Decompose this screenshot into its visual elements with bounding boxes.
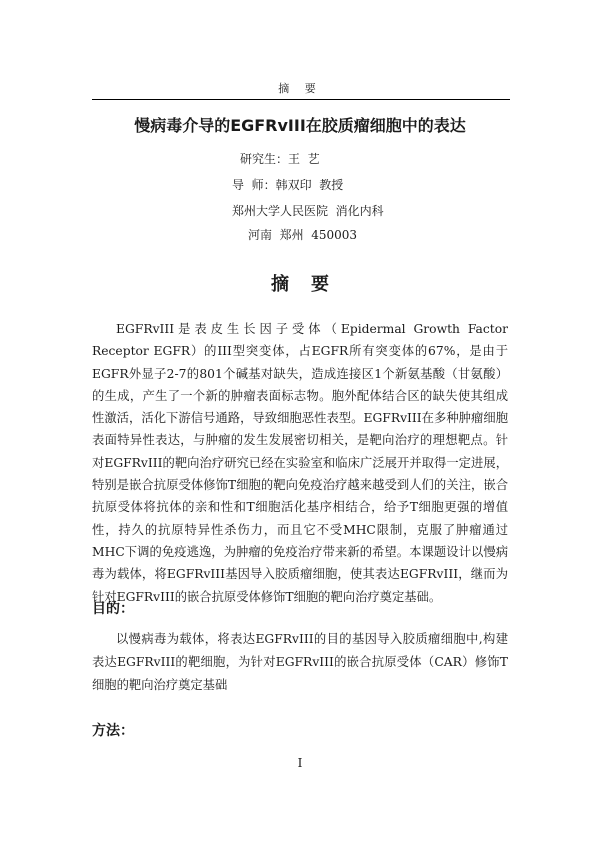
method-heading: 方法： [92, 723, 134, 739]
advisor-line: 导 师：韩双印 教授 [232, 178, 344, 192]
thesis-title: 慢病毒介导的EGFRvIII在胶质瘤细胞中的表达 [134, 116, 466, 135]
institution-line: 郑州大学人民医院 消化内科 [232, 204, 384, 218]
student-line: 研究生：王 艺 [240, 152, 320, 166]
purpose-heading: 目的： [92, 601, 134, 617]
page-number: I [297, 756, 303, 770]
abstract-heading: 摘要 [271, 274, 351, 295]
header-divider [92, 99, 510, 100]
purpose-body: 以慢病毒为载体，将表达EGFRvIII的目的基因导入胶质瘤细胞中,构建表达EGFRvIII的靶细胞，为针对EGFRvIII的嵌合抗原受体（CAR）修饰T细胞的靶向治疗奠定基础 [92, 632, 508, 692]
abstract-body: EGFRvIII是表皮生长因子受体（Epidermal Growth Factor Receptor EGFR）的III型突变体，占EGFR所有突变体的67%，是由于EGFR外显子2-7的801个碱基对缺失，造成连接区1个新氨基酸（甘氨酸）的生成，产生了一个新的肿瘤表面标志物。胞外配体结合区的缺失使其组成性激活，活化下游信号通路，导致细胞恶性表型。EGFRvIII在多种肿瘤细胞表面特异性表达，与肿瘤的发生发展密切相关，是靶向治疗的理想靶点。针对EGFRvIII的靶向治疗研究已经在实验室和临床广泛展开并取得一定进展，特别是嵌合抗原受体修饰T细胞的靶向免疫治疗越来越受到人们的关注，嵌合抗原受体将抗体的亲和性和T细胞活化基序相结合，给予T细胞更强的增值性，持久的抗原特异性杀伤力，而且它不受MHC限制，克服了肿瘤通过MHC下调的免疫逃逸，为肿瘤的免疫治疗带来新的希望。本课题设计以慢病毒为载体，将EGFRvIII基因导入胶质瘤细胞，使其表达EGFRvIII，继而为针对EGFRvIII的嵌合抗原受体修饰T细胞的靶向治疗奠定基础。 [92, 322, 508, 604]
running-header: 摘 要 [278, 82, 322, 95]
location-line: 河南 郑州 450003 [248, 228, 358, 242]
